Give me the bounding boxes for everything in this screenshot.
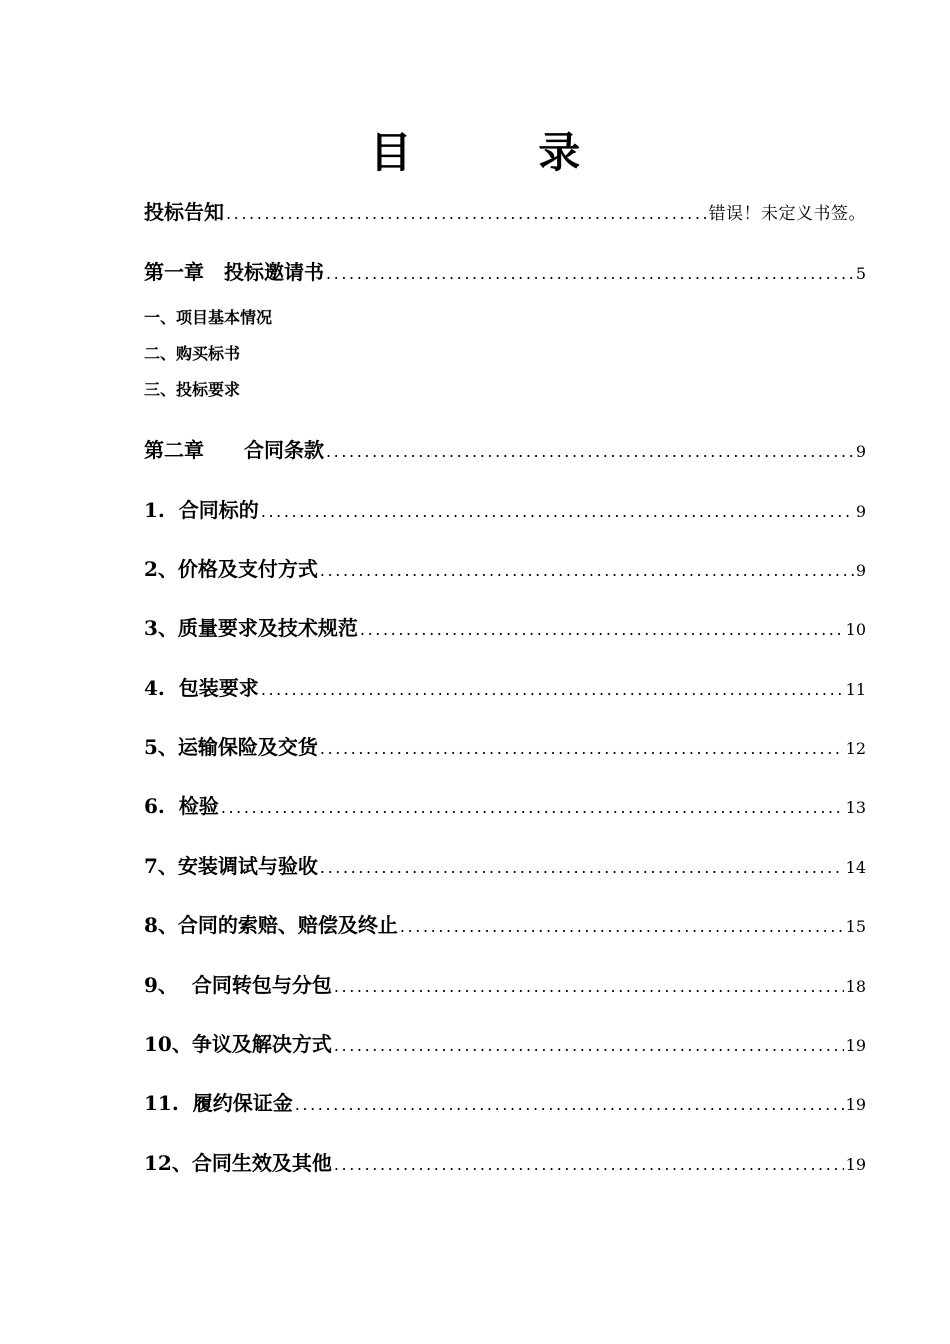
toc-leader-dots — [400, 917, 844, 936]
toc-entry-label: 3、质量要求及技术规范 — [144, 616, 358, 640]
toc-entry-clause-12[interactable] — [144, 1147, 866, 1176]
toc-leader-dots — [261, 680, 844, 699]
toc-entry-label: 4. 包装要求 — [144, 676, 259, 700]
toc-entry-page: 13 — [845, 798, 866, 817]
toc-entry-clause-8[interactable] — [144, 909, 866, 938]
toc-leader-dots — [261, 502, 854, 521]
toc-entry-page: 19 — [845, 1155, 866, 1174]
toc-leader-dots — [326, 442, 854, 461]
toc-entry-page: 10 — [845, 620, 866, 639]
toc-entry-page: 错误！未定义书签。 — [708, 204, 866, 224]
toc-entry-clause-2[interactable] — [144, 553, 866, 582]
toc-entry-page: 9 — [855, 502, 866, 521]
toc-entry-label: 1. 合同标的 — [144, 498, 259, 522]
toc-entry-clause-4[interactable] — [144, 672, 866, 701]
toc-leader-dots — [334, 977, 844, 996]
toc-entry-clause-6[interactable] — [144, 790, 866, 819]
toc-subentry-buy-tender[interactable]: 二、购买标书 — [144, 344, 241, 363]
toc-entry-clause-3[interactable] — [144, 612, 866, 641]
toc-entry-label: 12、合同生效及其他 — [144, 1151, 332, 1175]
toc-entry-page: 14 — [845, 858, 866, 877]
toc-entry-clause-9[interactable] — [144, 969, 866, 998]
toc-leader-dots — [226, 204, 707, 223]
toc-leader-dots — [360, 620, 844, 639]
toc-leader-dots — [326, 264, 854, 283]
toc-entry-label: 第一章 投标邀请书 — [144, 260, 324, 284]
toc-entry-chapter-2[interactable] — [144, 434, 866, 463]
toc-subentry-bid-requirements[interactable]: 三、投标要求 — [144, 380, 241, 399]
toc-entry-label: 11. 履约保证金 — [144, 1091, 293, 1115]
toc-entry-label: 5、运输保险及交货 — [144, 735, 318, 759]
toc-entry-page: 19 — [845, 1036, 866, 1055]
toc-entry-label: 10、争议及解决方式 — [144, 1032, 332, 1056]
toc-entry-clause-7[interactable] — [144, 850, 866, 879]
toc-subentry-project-basics[interactable]: 一、项目基本情况 — [144, 308, 273, 327]
toc-entry-clause-1[interactable] — [144, 494, 866, 523]
toc-entry-clause-11[interactable] — [144, 1087, 866, 1116]
toc-entry-bid-notice[interactable] — [144, 196, 866, 225]
toc-entry-clause-5[interactable] — [144, 731, 866, 760]
toc-entry-page: 5 — [855, 264, 866, 283]
toc-leader-dots — [334, 1036, 844, 1055]
page-title: 目 录 — [369, 128, 637, 177]
toc-entry-label: 2、价格及支付方式 — [144, 557, 318, 581]
toc-entry-page: 19 — [845, 1095, 866, 1114]
toc-entry-label: 第二章 合同条款 — [144, 438, 324, 462]
toc-entry-page: 12 — [845, 739, 866, 758]
toc-entry-clause-10[interactable] — [144, 1028, 866, 1057]
toc-entry-page: 11 — [845, 680, 866, 699]
toc-entry-page: 9 — [855, 442, 866, 461]
toc-entry-page: 9 — [855, 561, 866, 580]
toc-entry-chapter-1[interactable] — [144, 256, 866, 285]
toc-entry-label: 7、安装调试与验收 — [144, 854, 318, 878]
toc-leader-dots — [320, 858, 844, 877]
toc-entry-label: 6. 检验 — [144, 794, 219, 818]
toc-entry-label: 8、合同的索赔、赔偿及终止 — [144, 913, 398, 937]
toc-entry-page: 15 — [845, 917, 866, 936]
toc-entry-page: 18 — [845, 977, 866, 996]
toc-entry-label: 投标告知 — [144, 200, 224, 224]
toc-leader-dots — [295, 1095, 844, 1114]
toc-leader-dots — [334, 1155, 844, 1174]
toc-leader-dots — [320, 739, 844, 758]
toc-leader-dots — [320, 561, 854, 580]
toc-leader-dots — [221, 798, 844, 817]
toc-entry-label: 9、 合同转包与分包 — [144, 973, 332, 997]
